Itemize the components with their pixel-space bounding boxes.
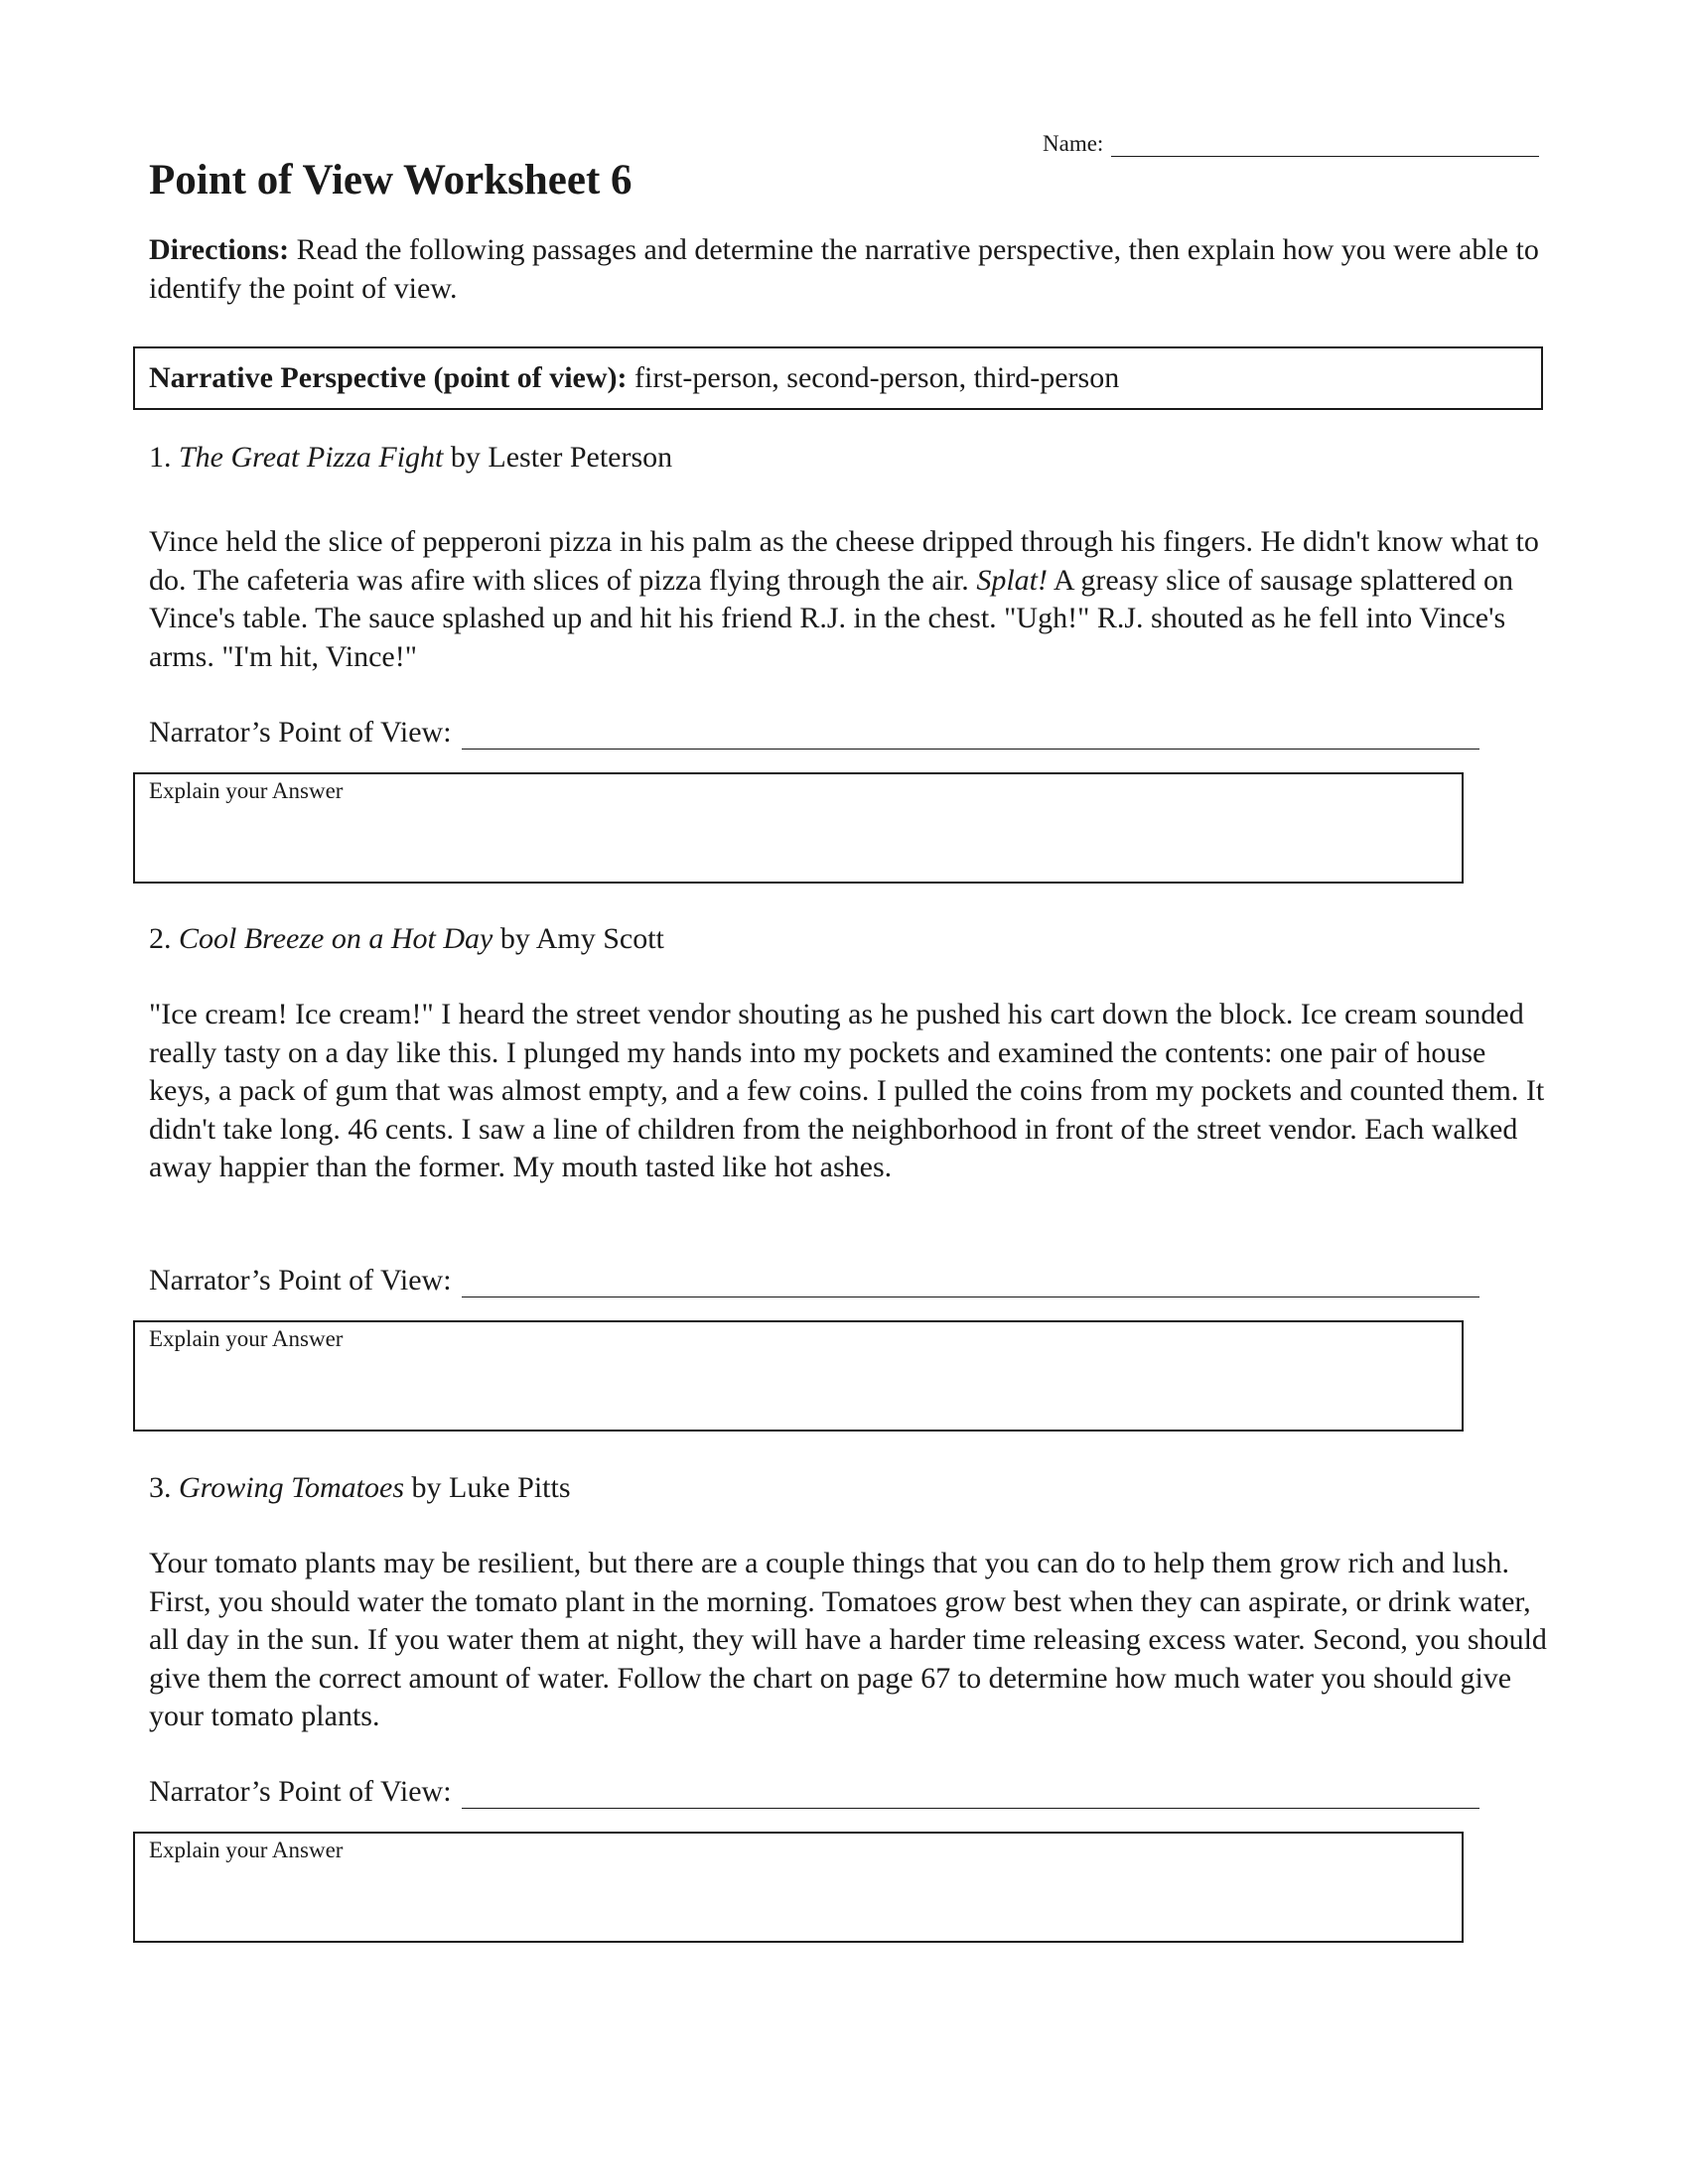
question-author: by Amy Scott: [492, 922, 664, 955]
question-3-passage: Your tomato plants may be resilient, but there are a couple things that you can do to help them grow rich and lush. First, you should water the tomato plant in the morning. Tomatoes grow best when they can aspirate, or drink water, all day in the sun. If you water them at night, they will have a harder time releasing excess water. Second, you should give them the correct amount of water. Follow the chart on page 67 to determine how much water you should give your tomato plants.: [149, 1547, 1547, 1733]
question-author: by Lester Peterson: [443, 441, 673, 474]
question-1-passage: Vince held the slice of pepperoni pizza in his palm as the cheese dripped through his fingers. He didn't know what to do. The cafeteria was afire with slices of pizza flying through the air. Splat! A greasy slice of sausage splattered on Vince's table. The sauce splashed up and hit his friend R.J. in the chest. "Ugh!" R.J. shouted as he fell into Vince's arms. "I'm hit, Vince!": [149, 525, 1539, 673]
question-number: 3.: [149, 1471, 179, 1504]
directions-text: Read the following passages and determine the narrative perspective, then explain how you were able to identify the point of view.: [149, 233, 1539, 305]
question-author: by Luke Pitts: [404, 1471, 571, 1504]
question-1-explain-box[interactable]: [133, 772, 1464, 884]
question-number: 2.: [149, 922, 179, 955]
perspective-options: first-person, second-person, third-person: [627, 361, 1120, 394]
question-title: Growing Tomatoes: [179, 1471, 404, 1504]
name-label: Name:: [1043, 131, 1104, 156]
directions: [149, 230, 1539, 308]
pov-answer-line[interactable]: [462, 1778, 1479, 1809]
name-answer-line[interactable]: [1111, 132, 1539, 157]
directions-label: Directions:: [149, 233, 290, 266]
passage-italic: Splat!: [976, 563, 1048, 597]
question-3-heading: [149, 1468, 571, 1507]
explain-label: Explain your Answer: [149, 1326, 344, 1351]
question-number: 1.: [149, 441, 179, 474]
question-1-pov-field[interactable]: [149, 710, 1479, 750]
explain-label: Explain your Answer: [149, 778, 344, 803]
perspective-label: Narrative Perspective (point of view):: [149, 361, 628, 394]
question-title: The Great Pizza Fight: [179, 441, 444, 474]
pov-label: Narrator’s Point of View:: [149, 1775, 452, 1808]
pov-label: Narrator’s Point of View:: [149, 1264, 452, 1297]
question-2-pov-field[interactable]: [149, 1258, 1479, 1297]
name-field[interactable]: [1043, 127, 1539, 157]
perspective-box: [133, 346, 1543, 410]
question-1-heading: [149, 438, 672, 477]
question-title: Cool Breeze on a Hot Day: [179, 922, 493, 955]
question-2-passage: "Ice cream! Ice cream!" I heard the street vendor shouting as he pushed his cart down the block. Ice cream sounded really tasty on a day like this. I plunged my hands into my pockets and examined the contents: one pair of house keys, a pack of gum that was almost empty, and a few coins. I pulled the coins from my pockets and counted them. It didn't take long. 46 cents. I saw a line of children from the neighborhood in front of the street vendor. Each walked away happier than the former. My mouth tasted like hot ashes.: [149, 998, 1545, 1184]
explain-label: Explain your Answer: [149, 1838, 344, 1862]
question-2-explain-box[interactable]: [133, 1320, 1464, 1432]
pov-answer-line[interactable]: [462, 1267, 1479, 1297]
question-2-heading: [149, 919, 664, 958]
pov-label: Narrator’s Point of View:: [149, 716, 452, 749]
question-3-pov-field[interactable]: [149, 1769, 1479, 1809]
pov-answer-line[interactable]: [462, 719, 1479, 750]
question-3-explain-box[interactable]: [133, 1832, 1464, 1943]
page-title: Point of View Worksheet 6: [149, 157, 633, 204]
